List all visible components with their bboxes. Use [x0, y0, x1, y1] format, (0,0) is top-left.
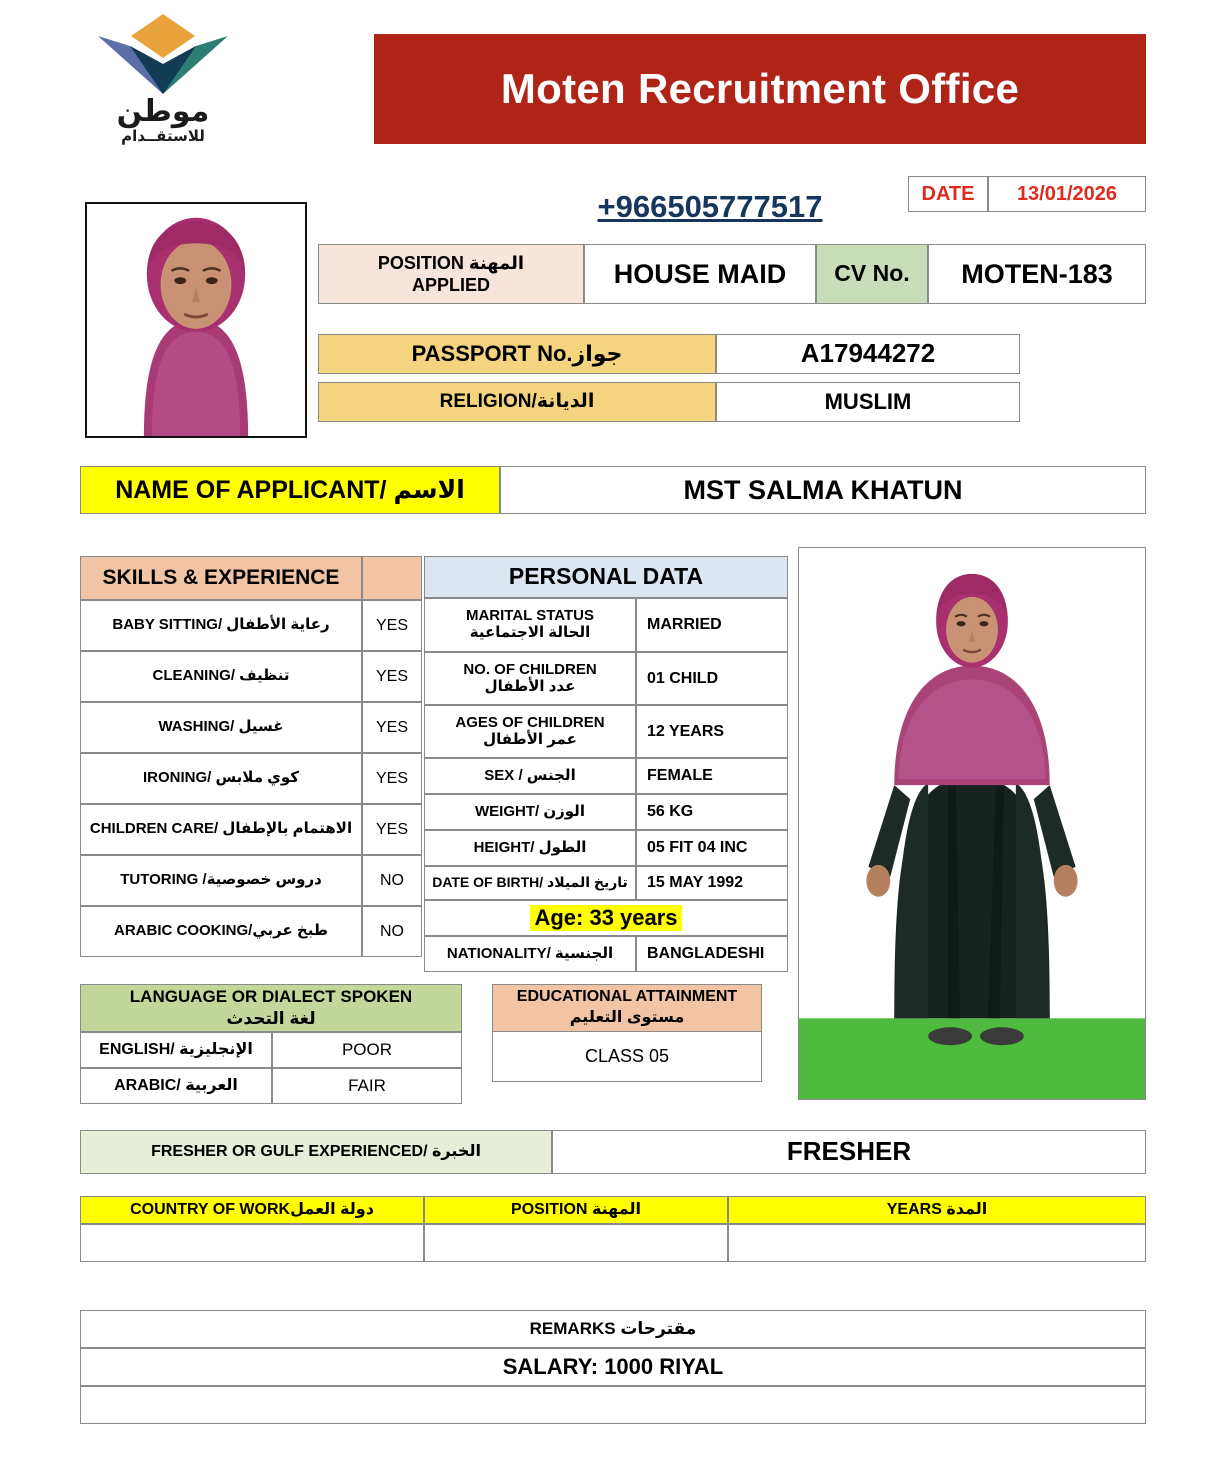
skill-value: YES [362, 702, 422, 753]
work-column-header-years: YEARS المدة [728, 1196, 1146, 1224]
language-header-ar: لغة التحدث [226, 1009, 316, 1028]
skill-value: YES [362, 600, 422, 651]
personal-data-label-en: MARITAL STATUS [465, 607, 595, 625]
applicant-name-label: NAME OF APPLICANT/ الاسم [80, 466, 500, 514]
skill-label: CLEANING/ تنظيف [80, 651, 362, 702]
skills-table-header: SKILLS & EXPERIENCE [80, 556, 362, 600]
applicant-name-row [80, 466, 1146, 514]
cv-number-label: CV No. [816, 244, 928, 304]
header-banner [374, 34, 1146, 144]
logo-arabic-sub: للاستقــدام [121, 128, 205, 145]
table-row [424, 758, 788, 794]
skill-label: TUTORING /دروس خصوصية [80, 855, 362, 906]
religion-row [318, 382, 1020, 422]
phone-number[interactable]: +966505777517 [597, 189, 823, 224]
work-cell-years[interactable] [728, 1224, 1146, 1262]
position-applied-value: HOUSE MAID [584, 244, 816, 304]
personal-data-label: DATE OF BIRTH/ تاريخ الميلاد [424, 866, 636, 900]
date-label: DATE [908, 176, 988, 212]
table-row [424, 936, 788, 972]
applicant-fullbody-photo [798, 547, 1146, 1100]
remarks-salary: SALARY: 1000 RIYAL [80, 1348, 1146, 1386]
personal-data-table [424, 556, 788, 972]
page-title: Moten Recruitment Office [500, 65, 1020, 112]
skills-value-column [362, 556, 422, 957]
religion-label: RELIGION/الديانة [318, 382, 716, 422]
education-header-ar: مستوى التعليم [569, 1009, 685, 1026]
personal-data-header: PERSONAL DATA [424, 556, 788, 598]
personal-data-label-ar: عدد الأطفال [484, 677, 576, 695]
applicant-headshot-photo [85, 202, 307, 438]
position-label-line1: POSITION المهنة [377, 252, 525, 273]
personal-data-value: FEMALE [636, 758, 788, 794]
skill-label: CHILDREN CARE/ الاهتمام بالإطفال [80, 804, 362, 855]
religion-value: MUSLIM [716, 382, 1020, 422]
personal-data-label-en: NO. OF CHILDREN [463, 660, 597, 678]
position-applied-label [318, 244, 584, 304]
table-row [424, 794, 788, 830]
table-row [424, 830, 788, 866]
personal-data-label-ar: الحالة الاجتماعية [469, 624, 591, 641]
passport-value: A17944272 [716, 334, 1020, 374]
table-row [424, 705, 788, 758]
personal-data-label: SEX / الجنس [424, 758, 636, 794]
table-row [80, 1068, 462, 1104]
language-header-en: LANGUAGE OR DIALECT SPOKEN [129, 986, 413, 1006]
language-table-header [80, 984, 462, 1032]
personal-data-label-ar: عمر الأطفال [483, 730, 577, 748]
personal-data-value: 12 YEARS [636, 705, 788, 758]
passport-label: PASSPORT No.جواز [318, 334, 716, 374]
logo-arabic-text [88, 94, 238, 145]
experience-value: FRESHER [552, 1130, 1146, 1174]
table-row [80, 1224, 1146, 1262]
company-logo [88, 6, 238, 164]
language-label: ARABIC/ العربية [80, 1068, 272, 1104]
nationality-value: BANGLADESHI [636, 936, 788, 972]
personal-data-value: MARRIED [636, 598, 788, 652]
table-header-row [80, 1196, 1146, 1224]
remarks-table [80, 1310, 1146, 1424]
education-header-en: EDUCATIONAL ATTAINMENT [516, 988, 738, 1006]
education-value: CLASS 05 [492, 1032, 762, 1082]
personal-data-label-en: AGES OF CHILDREN [455, 713, 605, 731]
nationality-label: NATIONALITY/ الجنسية [424, 936, 636, 972]
skill-label: IRONING/ كوي ملابس [80, 753, 362, 804]
skill-value: YES [362, 651, 422, 702]
personal-data-value: 15 MAY 1992 [636, 866, 788, 900]
work-column-header-country: COUNTRY OF WORKدولة العمل [80, 1196, 424, 1224]
work-cell-country[interactable] [80, 1224, 424, 1262]
skill-value: NO [362, 906, 422, 957]
logo-arabic-name: موطن [116, 95, 210, 128]
skills-value-header-spacer [362, 556, 422, 600]
work-cell-position[interactable] [424, 1224, 728, 1262]
position-row [318, 244, 1146, 304]
passport-row [318, 334, 1020, 374]
age-row [424, 900, 788, 936]
education-table [492, 984, 762, 1082]
experience-row [80, 1130, 1146, 1174]
table-row [424, 652, 788, 705]
table-row [80, 1032, 462, 1068]
personal-data-label [424, 598, 636, 652]
work-history-table [80, 1196, 1146, 1262]
language-value: POOR [272, 1032, 462, 1068]
personal-data-label [424, 652, 636, 705]
cv-number-value: MOTEN-183 [928, 244, 1146, 304]
skill-label: BABY SITTING/ رعاية الأطفال [80, 600, 362, 651]
date-box [908, 176, 1146, 212]
personal-data-value: 56 KG [636, 794, 788, 830]
personal-data-label: HEIGHT/ الطول [424, 830, 636, 866]
personal-data-label: WEIGHT/ الوزن [424, 794, 636, 830]
applicant-name-value: MST SALMA KHATUN [500, 466, 1146, 514]
work-column-header-position: POSITION المهنة [424, 1196, 728, 1224]
language-table [80, 984, 462, 1104]
table-row [424, 598, 788, 652]
experience-label: FRESHER OR GULF EXPERIENCED/ الخبرة [80, 1130, 552, 1174]
skills-table [80, 556, 362, 957]
position-label-line2: APPLIED [411, 275, 490, 295]
skill-value: NO [362, 855, 422, 906]
skill-label: ARABIC COOKING/طبخ عربي [80, 906, 362, 957]
skill-value: YES [362, 804, 422, 855]
education-header [492, 984, 762, 1032]
skill-label: WASHING/ غسيل [80, 702, 362, 753]
skill-value: YES [362, 753, 422, 804]
language-label: ENGLISH/ الإنجليزية [80, 1032, 272, 1068]
remarks-blank-row[interactable] [80, 1386, 1146, 1424]
personal-data-value: 05 FIT 04 INC [636, 830, 788, 866]
moten-chevron-logo-icon [88, 6, 238, 104]
date-value: 13/01/2026 [988, 176, 1146, 212]
language-value: FAIR [272, 1068, 462, 1104]
personal-data-value: 01 CHILD [636, 652, 788, 705]
remarks-header: REMARKS مقترحات [80, 1310, 1146, 1348]
table-row [424, 866, 788, 900]
personal-data-label [424, 705, 636, 758]
age-value: Age: 33 years [530, 905, 681, 931]
